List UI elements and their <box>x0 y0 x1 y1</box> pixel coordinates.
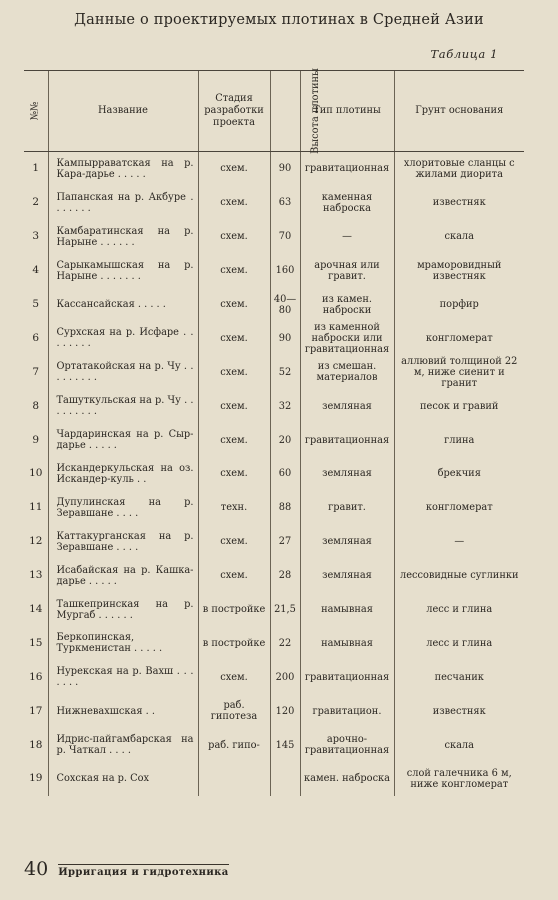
header-height: Высота плотины <box>270 71 300 152</box>
cell-num: 8 <box>32 399 40 412</box>
table-row <box>24 355 524 389</box>
page-footer <box>24 858 229 880</box>
cell-stage: схем. <box>198 186 270 220</box>
cell-type: гравит. <box>300 491 394 525</box>
cell-height: 120 <box>270 694 300 728</box>
cell-num: 11 <box>29 501 43 514</box>
cell-height: 90 <box>270 321 300 355</box>
cell-type: гравитационная <box>300 152 394 186</box>
cell-height: 32 <box>270 389 300 423</box>
cell-stage: схем. <box>198 321 270 355</box>
cell-soil: порфир <box>394 288 524 322</box>
cell-type: гравитационная <box>300 423 394 457</box>
cell-name: Кампырраватская на р. Кара-дарье . . . . . <box>48 152 198 186</box>
cell-height: 22 <box>270 626 300 660</box>
cell-soil: брекчия <box>394 457 524 491</box>
table-row <box>24 220 524 254</box>
header-num: №№ <box>24 71 48 152</box>
cell-soil: мраморовидный известняк <box>394 254 524 288</box>
cell-type: земляная <box>300 457 394 491</box>
cell-soil: скала <box>394 220 524 254</box>
header-name: Название <box>48 71 198 152</box>
cell-name: Камбаратинская на р. Нарыне . . . . . . <box>48 220 198 254</box>
cell-num: 18 <box>29 738 43 751</box>
cell-num: 10 <box>29 467 43 480</box>
cell-height <box>270 762 300 796</box>
cell-height: 70 <box>270 220 300 254</box>
cell-type: — <box>300 220 394 254</box>
header-stage: Стадия разработки проекта <box>198 71 270 152</box>
cell-name: Ташкепринская на р. Мургаб . . . . . . <box>48 593 198 627</box>
cell-type: арочная или гравит. <box>300 254 394 288</box>
cell-soil: известняк <box>394 186 524 220</box>
cell-soil: хлоритовые сланцы с жилами диорита <box>394 152 524 186</box>
table-row <box>24 762 524 796</box>
cell-soil: песчаник <box>394 660 524 694</box>
cell-stage: схем. <box>198 457 270 491</box>
cell-num: 17 <box>29 704 43 717</box>
cell-stage: схем. <box>198 660 270 694</box>
table-row <box>24 491 524 525</box>
cell-type: из камен. наброски <box>300 288 394 322</box>
cell-soil: скала <box>394 728 524 762</box>
cell-name: Идрис-пайгамбарская на р. Чаткал . . . . <box>48 728 198 762</box>
cell-name: Нижневахшская . . <box>48 694 198 728</box>
cell-height: 28 <box>270 559 300 593</box>
cell-height: 27 <box>270 525 300 559</box>
table-row <box>24 660 524 694</box>
cell-num: 12 <box>29 535 43 548</box>
cell-name: Сарыкамышская на р. Нарыне . . . . . . . <box>48 254 198 288</box>
cell-height: 200 <box>270 660 300 694</box>
cell-name: Ташуткульская на р. Чу . . . . . . . . . <box>48 389 198 423</box>
table-row <box>24 389 524 423</box>
cell-num: 4 <box>32 264 40 277</box>
cell-name: Каттакурганская на р. Зеравшане . . . . <box>48 525 198 559</box>
cell-name: Папанская на р. Акбуре . . . . . . . <box>48 186 198 220</box>
cell-num: 1 <box>32 162 40 175</box>
cell-soil: — <box>394 525 524 559</box>
table-row <box>24 288 524 322</box>
cell-stage <box>198 762 270 796</box>
cell-stage: схем. <box>198 559 270 593</box>
cell-num: 9 <box>32 433 40 446</box>
cell-soil: песок и гравий <box>394 389 524 423</box>
cell-soil: конгломерат <box>394 491 524 525</box>
cell-num: 19 <box>29 772 43 785</box>
cell-num: 6 <box>32 331 40 344</box>
cell-soil: известняк <box>394 694 524 728</box>
cell-height: 52 <box>270 355 300 389</box>
cell-name: Сохская на р. Сох <box>48 762 198 796</box>
page-number: 40 <box>24 858 49 880</box>
cell-type: гравитацион. <box>300 694 394 728</box>
cell-num: 13 <box>29 569 43 582</box>
table-row <box>24 559 524 593</box>
cell-height: 60 <box>270 457 300 491</box>
cell-soil: лесс и глина <box>394 593 524 627</box>
cell-stage: схем. <box>198 525 270 559</box>
cell-stage: схем. <box>198 152 270 186</box>
cell-type: каменная наброска <box>300 186 394 220</box>
cell-type: камен. наброска <box>300 762 394 796</box>
cell-stage: схем. <box>198 220 270 254</box>
cell-soil: глина <box>394 423 524 457</box>
cell-stage: раб. гипо- <box>198 728 270 762</box>
cell-type: намывная <box>300 593 394 627</box>
cell-name: Кассансайская . . . . . <box>48 288 198 322</box>
cell-soil: конгломерат <box>394 321 524 355</box>
table-row <box>24 254 524 288</box>
header-soil: Грунт основания <box>394 71 524 152</box>
cell-soil: слой галечника 6 м, ниже конгломерат <box>394 762 524 796</box>
cell-num: 7 <box>32 365 40 378</box>
cell-num: 15 <box>29 636 43 649</box>
cell-stage: схем. <box>198 423 270 457</box>
cell-stage: раб. гипотеза <box>198 694 270 728</box>
table-row <box>24 626 524 660</box>
cell-height: 20 <box>270 423 300 457</box>
cell-type: земляная <box>300 389 394 423</box>
cell-height: 21,5 <box>270 593 300 627</box>
cell-soil: лесс и глина <box>394 626 524 660</box>
cell-name: Искандеркульская на оз. Искандер-куль . . <box>48 457 198 491</box>
header-type: Тип плотины <box>300 71 394 152</box>
cell-stage: в постройке <box>198 593 270 627</box>
table-row <box>24 728 524 762</box>
cell-stage: схем. <box>198 254 270 288</box>
journal-name: Ирригация и гидротехника <box>58 864 228 878</box>
table-row <box>24 423 524 457</box>
cell-type: из смешан. материалов <box>300 355 394 389</box>
cell-stage: схем. <box>198 288 270 322</box>
cell-stage: схем. <box>198 355 270 389</box>
cell-stage: техн. <box>198 491 270 525</box>
cell-name: Сурхская на р. Исфаре . . . . . . . . <box>48 321 198 355</box>
table-label: Таблица 1 <box>430 47 498 61</box>
cell-num: 16 <box>29 670 43 683</box>
cell-soil: лессовидные суглинки <box>394 559 524 593</box>
table-row <box>24 593 524 627</box>
cell-name: Беркопинская, Туркменистан . . . . . <box>48 626 198 660</box>
cell-name: Ортатакойская на р. Чу . . . . . . . . . <box>48 355 198 389</box>
cell-type: земляная <box>300 525 394 559</box>
cell-num: 14 <box>29 603 43 616</box>
cell-type: намывная <box>300 626 394 660</box>
table-row <box>24 321 524 355</box>
cell-name: Чардаринская на р. Сыр-дарье . . . . . <box>48 423 198 457</box>
cell-type: земляная <box>300 559 394 593</box>
cell-num: 3 <box>32 230 40 243</box>
dams-table <box>24 70 524 796</box>
table-body <box>24 152 524 796</box>
cell-num: 2 <box>32 196 40 209</box>
cell-type: из каменной наброски или гравитационная <box>300 321 394 355</box>
table-row <box>24 457 524 491</box>
table-row <box>24 152 524 186</box>
cell-height: 160 <box>270 254 300 288</box>
cell-name: Нурекская на р. Вахш . . . . . . . <box>48 660 198 694</box>
table-row <box>24 525 524 559</box>
table-row <box>24 694 524 728</box>
table-row <box>24 186 524 220</box>
cell-type: арочно-гравитационная <box>300 728 394 762</box>
cell-soil: аллювий толщиной 22 м, ниже сиенит и гранит <box>394 355 524 389</box>
page-title: Данные о проектируемых плотинах в Средней Азии <box>74 12 484 28</box>
cell-stage: схем. <box>198 389 270 423</box>
cell-name: Исабайская на р. Кашка-дарье . . . . . <box>48 559 198 593</box>
table-header-row <box>24 71 524 152</box>
cell-height: 90 <box>270 152 300 186</box>
cell-type: гравитационная <box>300 660 394 694</box>
cell-height: 145 <box>270 728 300 762</box>
cell-num: 5 <box>32 298 40 310</box>
cell-name: Дупулинская на р. Зеравшане . . . . <box>48 491 198 525</box>
cell-height: 40—80 <box>270 288 300 322</box>
cell-height: 63 <box>270 186 300 220</box>
cell-stage: в постройке <box>198 626 270 660</box>
cell-height: 88 <box>270 491 300 525</box>
